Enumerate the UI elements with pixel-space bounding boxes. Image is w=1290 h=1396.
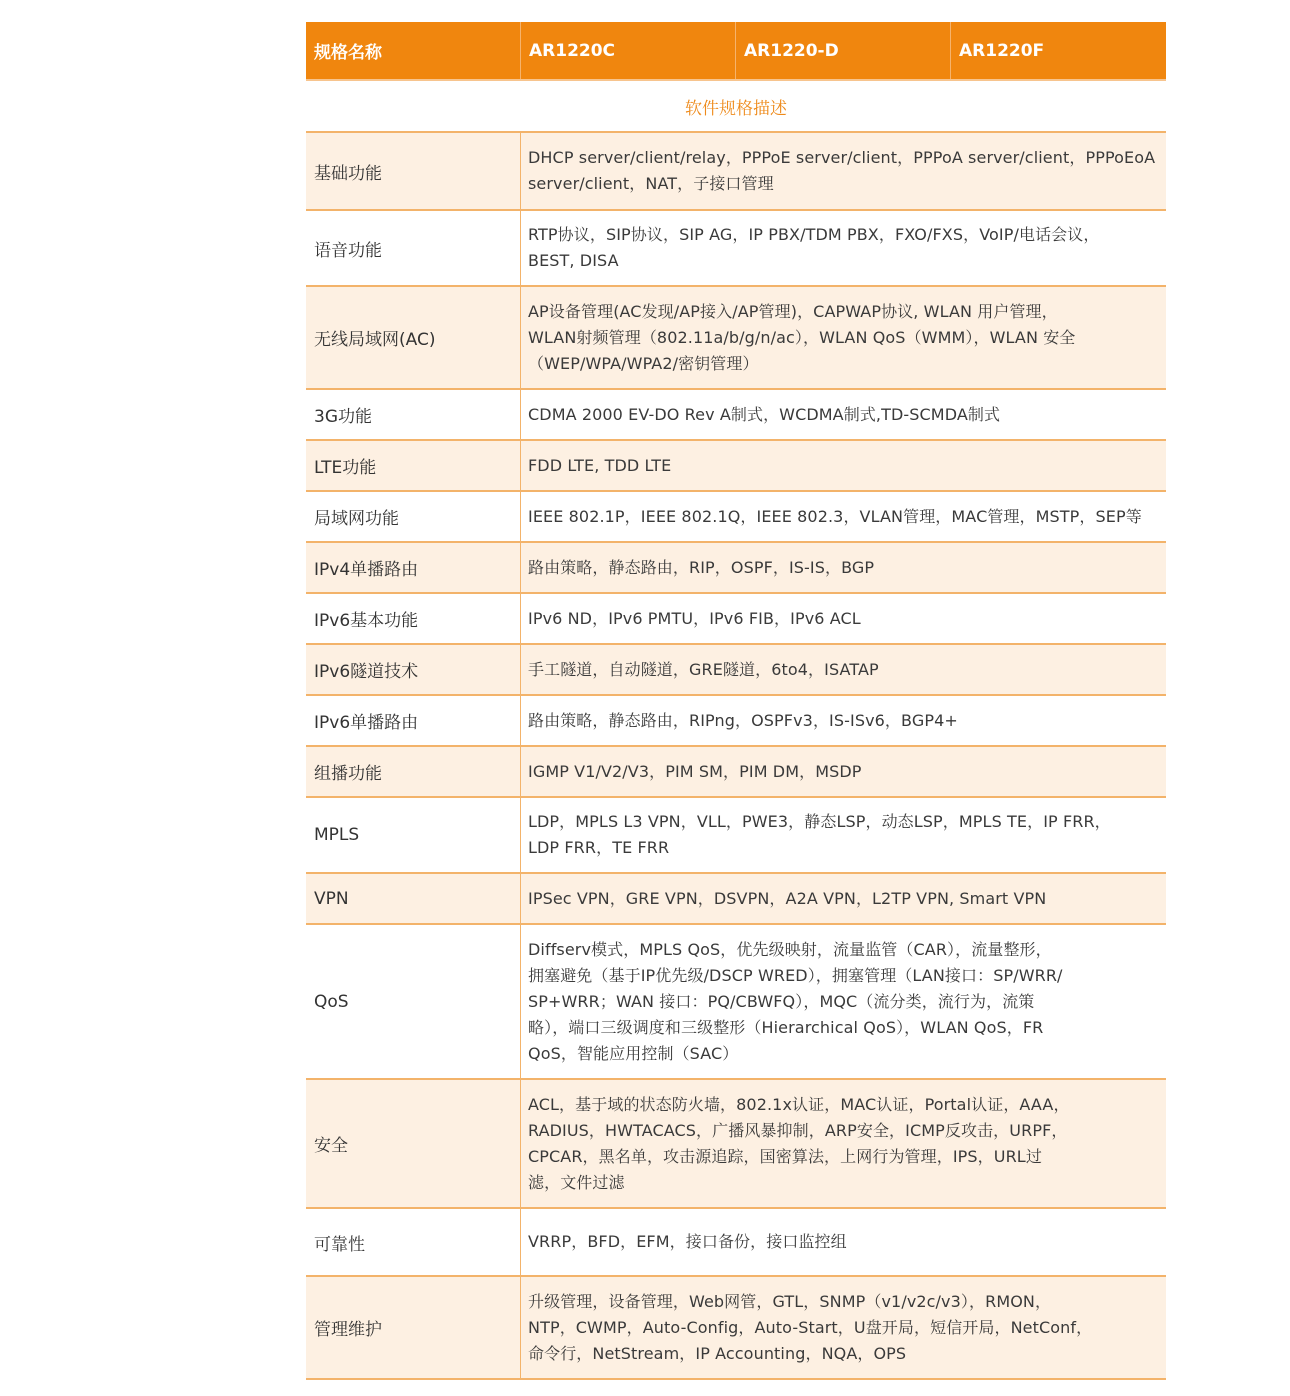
row-name: 3G功能 [306,390,521,439]
table-row [306,1080,1166,1209]
row-name: IPv6单播路由 [306,696,521,745]
table-row [306,1209,1166,1277]
row-name: LTE功能 [306,441,521,490]
row-name: IPv4单播路由 [306,543,521,592]
row-desc: Diffserv模式，MPLS QoS，优先级映射，流量监管（CAR），流量整形， 拥塞避免（基于IP优先级/DSCP WRED），拥塞管理（LAN接口：SP/WRR/ SP+WRR；WAN 接口：PQ/CBWFQ），MQC（流分类，流行为，流策 略），端口三级调度和三级整形（Hierarchical QoS），WLAN QoS，FR QoS，智能应用控制（SAC） [528,939,1063,1063]
row-name: 安全 [306,1080,521,1207]
table-row [306,390,1166,441]
row-desc: FDD LTE, TDD LTE [528,455,672,475]
row-desc: IEEE 802.1P，IEEE 802.1Q，IEEE 802.3，VLAN管理，MAC管理，MSTP，SEP等 [528,506,1142,526]
table-row [306,925,1166,1080]
row-desc: IPSec VPN，GRE VPN，DSVPN，A2A VPN，L2TP VPN, Smart VPN [528,888,1047,908]
table-row [306,133,1166,211]
row-name: MPLS [306,798,521,872]
table-row [306,594,1166,645]
row-name: QoS [306,925,521,1078]
section-title: 软件规格描述 [306,81,1166,133]
table-row [306,287,1166,390]
row-desc: DHCP server/client/relay，PPPoE server/client，PPPoA server/client，PPPoEoA server/client，NAT，子接口管理 [528,148,1156,193]
table-row [306,874,1166,925]
header-model-ar1220c: AR1220C [521,22,736,79]
row-desc: IGMP V1/V2/V3，PIM SM，PIM DM，MSDP [528,761,862,781]
row-name: 基础功能 [306,133,521,209]
row-desc: CDMA 2000 EV-DO Rev A制式，WCDMA制式,TD-SCMDA制式 [528,404,1001,424]
header-model-ar1220-d: AR1220-D [736,22,951,79]
row-name: IPv6基本功能 [306,594,521,643]
row-desc: 升级管理，设备管理，Web网管，GTL，SNMP（v1/v2c/v3），RMON， NTP，CWMP，Auto-Config，Auto-Start，U盘开局，短信开局，NetConf， 命令行，NetStream，IP Accounting，NQA，OPS [528,1291,1093,1363]
table-row [306,798,1166,874]
row-name: 可靠性 [306,1209,521,1275]
row-desc: ACL，基于域的状态防火墙，802.1x认证，MAC认证，Portal认证，AAA， RADIUS，HWTACACS，广播风暴抑制，ARP安全，ICMP反攻击，URPF， CPCAR，黑名单，攻击源追踪，国密算法，上网行为管理，IPS，URL过 滤，文件过滤 [528,1094,1070,1192]
row-desc: VRRP，BFD，EFM，接口备份，接口监控组 [528,1232,847,1251]
row-desc: 手工隧道，自动隧道，GRE隧道，6to4，ISATAP [528,659,879,679]
table-row [306,543,1166,594]
table-row [306,211,1166,287]
table-row [306,492,1166,543]
row-name: 语音功能 [306,211,521,285]
row-name: VPN [306,874,521,923]
row-desc: 路由策略，静态路由，RIPng，OSPFv3，IS-ISv6，BGP4+ [528,710,958,730]
table-row [306,645,1166,696]
row-name: IPv6隧道技术 [306,645,521,694]
row-name: 局域网功能 [306,492,521,541]
row-desc: 路由策略，静态路由，RIP，OSPF，IS-IS，BGP [528,557,875,577]
row-desc: RTP协议，SIP协议，SIP AG，IP PBX/TDM PBX，FXO/FXS，VoIP/电话会议， BEST, DISA [528,225,1100,270]
table-row [306,747,1166,798]
row-desc: IPv6 ND，IPv6 PMTU，IPv6 FIB，IPv6 ACL [528,608,861,628]
row-name: 管理维护 [306,1277,521,1378]
header-spec-name: 规格名称 [306,22,521,79]
table-row [306,441,1166,492]
row-name: 组播功能 [306,747,521,796]
table-row [306,1277,1166,1380]
row-desc: LDP，MPLS L3 VPN，VLL，PWE3，静态LSP，动态LSP，MPLS TE，IP FRR， LDP FRR，TE FRR [528,812,1111,857]
table-header-row [306,22,1166,81]
header-model-ar1220f: AR1220F [959,40,1045,61]
row-name: 无线局域网(AC) [306,287,521,388]
table-row [306,696,1166,747]
spec-table [306,22,1166,1380]
row-desc: AP设备管理(AC发现/AP接入/AP管理)，CAPWAP协议, WLAN 用户管理， WLAN射频管理（802.11a/b/g/n/ac），WLAN QoS（WMM），WLAN 安全 （WEP/WPA/WPA2/密钥管理） [528,301,1076,373]
